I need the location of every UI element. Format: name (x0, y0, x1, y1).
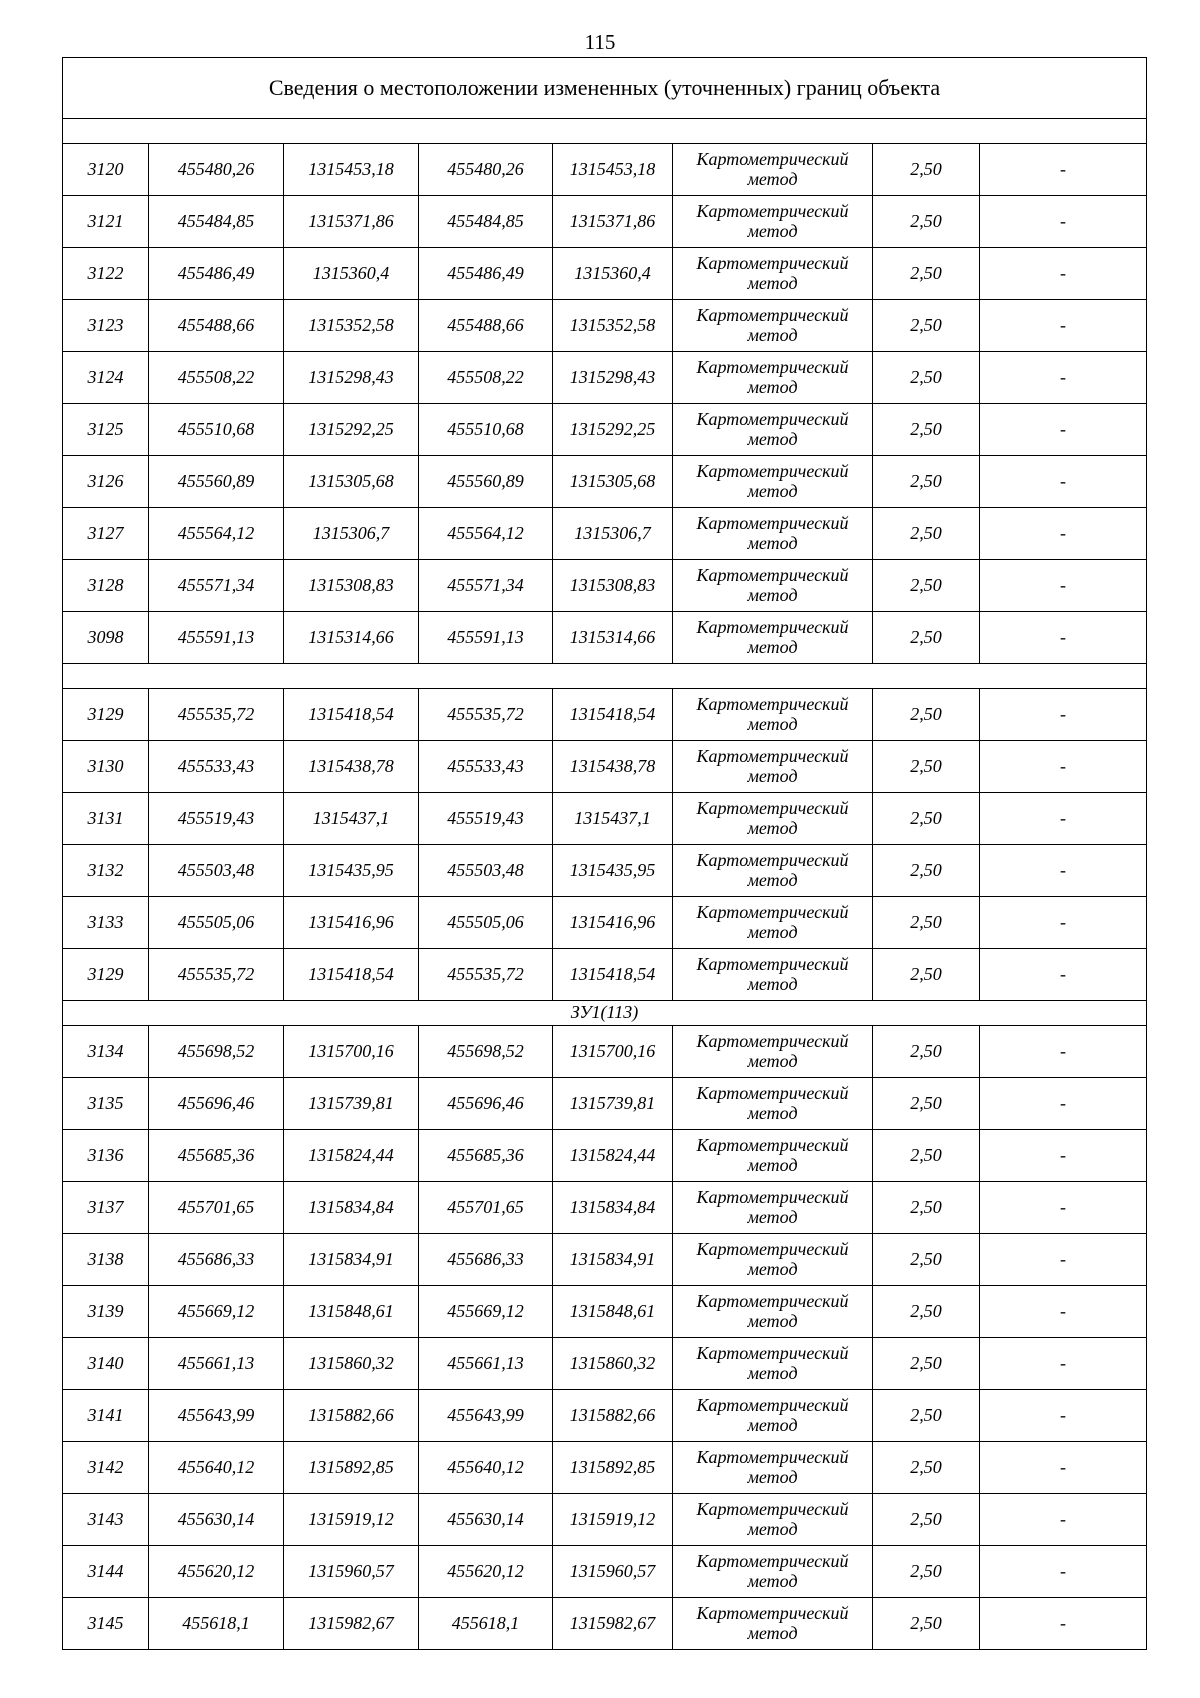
cell-x-new: 455591,13 (419, 612, 553, 664)
cell-method: Картометрический метод (673, 793, 873, 845)
cell-x-existing: 455484,85 (149, 196, 284, 248)
cell-x-new: 455564,12 (419, 508, 553, 560)
cell-x-existing: 455591,13 (149, 612, 284, 664)
cell-y-existing: 1315739,81 (284, 1078, 419, 1130)
cell-point-number: 3123 (63, 300, 149, 352)
cell-method: Картометрический метод (673, 196, 873, 248)
section-label (63, 119, 1147, 144)
cell-y-existing: 1315360,4 (284, 248, 419, 300)
cell-method: Картометрический метод (673, 612, 873, 664)
cell-method: Картометрический метод (673, 248, 873, 300)
cell-x-new: 455503,48 (419, 845, 553, 897)
table-title-row (63, 58, 1147, 119)
cell-x-new: 455630,14 (419, 1494, 553, 1546)
cell-precision: 2,50 (873, 1338, 980, 1390)
cell-method: Картометрический метод (673, 456, 873, 508)
cell-y-existing: 1315418,54 (284, 949, 419, 1001)
cell-method: Картометрический метод (673, 1130, 873, 1182)
table-row (63, 196, 1147, 248)
cell-point-number: 3126 (63, 456, 149, 508)
cell-point-number: 3136 (63, 1130, 149, 1182)
table-row (63, 1078, 1147, 1130)
cell-x-existing: 455643,99 (149, 1390, 284, 1442)
cell-description: - (980, 1338, 1147, 1390)
cell-y-existing: 1315960,57 (284, 1546, 419, 1598)
table-row (63, 1598, 1147, 1650)
cell-method: Картометрический метод (673, 144, 873, 196)
table-row (63, 456, 1147, 508)
cell-precision: 2,50 (873, 352, 980, 404)
cell-y-existing: 1315352,58 (284, 300, 419, 352)
cell-y-existing: 1315306,7 (284, 508, 419, 560)
cell-x-existing: 455535,72 (149, 689, 284, 741)
cell-x-existing: 455669,12 (149, 1286, 284, 1338)
cell-y-existing: 1315305,68 (284, 456, 419, 508)
table-row (63, 1546, 1147, 1598)
table-row (63, 897, 1147, 949)
cell-x-existing: 455508,22 (149, 352, 284, 404)
table-row (63, 1442, 1147, 1494)
cell-y-existing: 1315371,86 (284, 196, 419, 248)
cell-method: Картометрический метод (673, 404, 873, 456)
cell-x-new: 455480,26 (419, 144, 553, 196)
cell-y-new: 1315700,16 (553, 1026, 673, 1078)
cell-y-new: 1315371,86 (553, 196, 673, 248)
cell-y-new: 1315306,7 (553, 508, 673, 560)
cell-point-number: 3142 (63, 1442, 149, 1494)
cell-x-existing: 455505,06 (149, 897, 284, 949)
cell-description: - (980, 248, 1147, 300)
table-row (63, 741, 1147, 793)
table-row (63, 1390, 1147, 1442)
table-row (63, 1026, 1147, 1078)
cell-description: - (980, 1286, 1147, 1338)
cell-precision: 2,50 (873, 1598, 980, 1650)
cell-description: - (980, 1494, 1147, 1546)
cell-precision: 2,50 (873, 1390, 980, 1442)
cell-precision: 2,50 (873, 508, 980, 560)
cell-description: - (980, 1390, 1147, 1442)
cell-precision: 2,50 (873, 1234, 980, 1286)
cell-x-existing: 455480,26 (149, 144, 284, 196)
table-row (63, 1286, 1147, 1338)
cell-description: - (980, 949, 1147, 1001)
cell-method: Картометрический метод (673, 949, 873, 1001)
cell-y-existing: 1315292,25 (284, 404, 419, 456)
cell-y-new: 1315435,95 (553, 845, 673, 897)
cell-precision: 2,50 (873, 144, 980, 196)
cell-x-new: 455661,13 (419, 1338, 553, 1390)
cell-x-new: 455510,68 (419, 404, 553, 456)
cell-point-number: 3124 (63, 352, 149, 404)
cell-x-new: 455560,89 (419, 456, 553, 508)
cell-description: - (980, 456, 1147, 508)
cell-description: - (980, 1130, 1147, 1182)
cell-description: - (980, 508, 1147, 560)
cell-x-new: 455643,99 (419, 1390, 553, 1442)
cell-x-new: 455640,12 (419, 1442, 553, 1494)
cell-precision: 2,50 (873, 248, 980, 300)
cell-method: Картометрический метод (673, 352, 873, 404)
page-number: 115 (584, 30, 616, 54)
section-label: ЗУ1(113) (63, 1001, 1147, 1026)
cell-precision: 2,50 (873, 793, 980, 845)
cell-y-new: 1315418,54 (553, 689, 673, 741)
cell-y-existing: 1315892,85 (284, 1442, 419, 1494)
cell-precision: 2,50 (873, 845, 980, 897)
cell-method: Картометрический метод (673, 1026, 873, 1078)
cell-x-existing: 455535,72 (149, 949, 284, 1001)
table-row (63, 560, 1147, 612)
cell-y-new: 1315437,1 (553, 793, 673, 845)
table-row (63, 793, 1147, 845)
table-row (63, 144, 1147, 196)
cell-precision: 2,50 (873, 1182, 980, 1234)
cell-y-new: 1315739,81 (553, 1078, 673, 1130)
cell-x-existing: 455488,66 (149, 300, 284, 352)
section-header-row (63, 1001, 1147, 1026)
cell-precision: 2,50 (873, 949, 980, 1001)
cell-method: Картометрический метод (673, 1078, 873, 1130)
cell-x-new: 455486,49 (419, 248, 553, 300)
cell-x-new: 455686,33 (419, 1234, 553, 1286)
cell-point-number: 3128 (63, 560, 149, 612)
cell-y-new: 1315305,68 (553, 456, 673, 508)
cell-description: - (980, 1182, 1147, 1234)
cell-x-existing: 455510,68 (149, 404, 284, 456)
cell-y-new: 1315453,18 (553, 144, 673, 196)
cell-x-new: 455508,22 (419, 352, 553, 404)
cell-point-number: 3133 (63, 897, 149, 949)
cell-method: Картометрический метод (673, 1442, 873, 1494)
cell-point-number: 3132 (63, 845, 149, 897)
cell-y-existing: 1315438,78 (284, 741, 419, 793)
cell-y-new: 1315298,43 (553, 352, 673, 404)
cell-precision: 2,50 (873, 1494, 980, 1546)
cell-point-number: 3121 (63, 196, 149, 248)
cell-description: - (980, 1598, 1147, 1650)
cell-x-new: 455535,72 (419, 949, 553, 1001)
table-row (63, 248, 1147, 300)
cell-x-new: 455620,12 (419, 1546, 553, 1598)
cell-description: - (980, 560, 1147, 612)
cell-method: Картометрический метод (673, 897, 873, 949)
cell-point-number: 3129 (63, 689, 149, 741)
cell-y-existing: 1315314,66 (284, 612, 419, 664)
cell-x-existing: 455640,12 (149, 1442, 284, 1494)
cell-x-new: 455488,66 (419, 300, 553, 352)
cell-precision: 2,50 (873, 1286, 980, 1338)
cell-x-existing: 455486,49 (149, 248, 284, 300)
table-row (63, 612, 1147, 664)
cell-description: - (980, 1234, 1147, 1286)
cell-method: Картометрический метод (673, 1234, 873, 1286)
cell-point-number: 3141 (63, 1390, 149, 1442)
cell-precision: 2,50 (873, 196, 980, 248)
cell-point-number: 3137 (63, 1182, 149, 1234)
cell-point-number: 3130 (63, 741, 149, 793)
cell-precision: 2,50 (873, 404, 980, 456)
cell-y-new: 1315960,57 (553, 1546, 673, 1598)
cell-method: Картометрический метод (673, 845, 873, 897)
cell-x-existing: 455685,36 (149, 1130, 284, 1182)
cell-precision: 2,50 (873, 1442, 980, 1494)
cell-description: - (980, 300, 1147, 352)
cell-method: Картометрический метод (673, 1598, 873, 1650)
cell-x-new: 455698,52 (419, 1026, 553, 1078)
cell-y-existing: 1315700,16 (284, 1026, 419, 1078)
cell-x-existing: 455519,43 (149, 793, 284, 845)
cell-y-new: 1315292,25 (553, 404, 673, 456)
cell-method: Картометрический метод (673, 689, 873, 741)
cell-precision: 2,50 (873, 1546, 980, 1598)
cell-description: - (980, 1026, 1147, 1078)
cell-y-existing: 1315919,12 (284, 1494, 419, 1546)
cell-precision: 2,50 (873, 897, 980, 949)
cell-y-existing: 1315308,83 (284, 560, 419, 612)
cell-x-existing: 455686,33 (149, 1234, 284, 1286)
cell-y-new: 1315314,66 (553, 612, 673, 664)
table-row (63, 300, 1147, 352)
cell-description: - (980, 1078, 1147, 1130)
cell-method: Картометрический метод (673, 1338, 873, 1390)
table-row (63, 1234, 1147, 1286)
table-row (63, 404, 1147, 456)
cell-point-number: 3138 (63, 1234, 149, 1286)
cell-description: - (980, 1442, 1147, 1494)
cell-x-new: 455533,43 (419, 741, 553, 793)
cell-y-new: 1315824,44 (553, 1130, 673, 1182)
cell-description: - (980, 897, 1147, 949)
cell-y-existing: 1315453,18 (284, 144, 419, 196)
table-row (63, 845, 1147, 897)
cell-y-existing: 1315860,32 (284, 1338, 419, 1390)
cell-precision: 2,50 (873, 560, 980, 612)
cell-x-new: 455519,43 (419, 793, 553, 845)
cell-x-new: 455696,46 (419, 1078, 553, 1130)
cell-method: Картометрический метод (673, 1390, 873, 1442)
cell-x-existing: 455571,34 (149, 560, 284, 612)
cell-x-existing: 455618,1 (149, 1598, 284, 1650)
cell-point-number: 3135 (63, 1078, 149, 1130)
cell-x-new: 455701,65 (419, 1182, 553, 1234)
cell-point-number: 3098 (63, 612, 149, 664)
cell-method: Картометрический метод (673, 1494, 873, 1546)
cell-x-new: 455685,36 (419, 1130, 553, 1182)
cell-x-existing: 455503,48 (149, 845, 284, 897)
cell-x-existing: 455661,13 (149, 1338, 284, 1390)
cell-point-number: 3139 (63, 1286, 149, 1338)
table-row (63, 1494, 1147, 1546)
cell-x-new: 455571,34 (419, 560, 553, 612)
table-row (63, 352, 1147, 404)
table-row (63, 1182, 1147, 1234)
cell-y-existing: 1315416,96 (284, 897, 419, 949)
cell-y-new: 1315418,54 (553, 949, 673, 1001)
cell-description: - (980, 741, 1147, 793)
cell-y-existing: 1315437,1 (284, 793, 419, 845)
cell-precision: 2,50 (873, 612, 980, 664)
cell-x-new: 455535,72 (419, 689, 553, 741)
cell-point-number: 3144 (63, 1546, 149, 1598)
cell-y-new: 1315438,78 (553, 741, 673, 793)
cell-y-new: 1315982,67 (553, 1598, 673, 1650)
cell-y-existing: 1315824,44 (284, 1130, 419, 1182)
cell-y-new: 1315919,12 (553, 1494, 673, 1546)
cell-y-new: 1315834,84 (553, 1182, 673, 1234)
cell-x-new: 455669,12 (419, 1286, 553, 1338)
cell-method: Картометрический метод (673, 560, 873, 612)
cell-method: Картометрический метод (673, 508, 873, 560)
cell-y-existing: 1315298,43 (284, 352, 419, 404)
cell-y-existing: 1315882,66 (284, 1390, 419, 1442)
table-title: Сведения о местоположении измененных (уточненных) границ объекта (63, 58, 1147, 119)
table-row (63, 949, 1147, 1001)
cell-x-existing: 455698,52 (149, 1026, 284, 1078)
cell-precision: 2,50 (873, 300, 980, 352)
cell-y-new: 1315308,83 (553, 560, 673, 612)
cell-point-number: 3134 (63, 1026, 149, 1078)
cell-precision: 2,50 (873, 1078, 980, 1130)
cell-y-new: 1315352,58 (553, 300, 673, 352)
table-row (63, 689, 1147, 741)
cell-x-existing: 455701,65 (149, 1182, 284, 1234)
table-row (63, 1338, 1147, 1390)
cell-point-number: 3125 (63, 404, 149, 456)
cell-precision: 2,50 (873, 741, 980, 793)
cell-point-number: 3140 (63, 1338, 149, 1390)
cell-point-number: 3145 (63, 1598, 149, 1650)
cell-y-existing: 1315418,54 (284, 689, 419, 741)
cell-point-number: 3129 (63, 949, 149, 1001)
cell-precision: 2,50 (873, 1130, 980, 1182)
cell-x-existing: 455630,14 (149, 1494, 284, 1546)
cell-x-existing: 455533,43 (149, 741, 284, 793)
boundary-coordinates-table (62, 57, 1147, 1650)
cell-description: - (980, 144, 1147, 196)
cell-description: - (980, 196, 1147, 248)
section-label (63, 664, 1147, 689)
cell-y-new: 1315882,66 (553, 1390, 673, 1442)
cell-x-new: 455618,1 (419, 1598, 553, 1650)
section-header-row (63, 119, 1147, 144)
table-row (63, 508, 1147, 560)
cell-method: Картометрический метод (673, 741, 873, 793)
cell-x-existing: 455560,89 (149, 456, 284, 508)
cell-x-new: 455505,06 (419, 897, 553, 949)
table-row (63, 1130, 1147, 1182)
cell-y-new: 1315360,4 (553, 248, 673, 300)
cell-y-new: 1315848,61 (553, 1286, 673, 1338)
cell-point-number: 3127 (63, 508, 149, 560)
cell-y-existing: 1315848,61 (284, 1286, 419, 1338)
cell-description: - (980, 404, 1147, 456)
cell-y-existing: 1315834,91 (284, 1234, 419, 1286)
cell-y-new: 1315892,85 (553, 1442, 673, 1494)
cell-y-new: 1315834,91 (553, 1234, 673, 1286)
cell-description: - (980, 612, 1147, 664)
cell-precision: 2,50 (873, 689, 980, 741)
cell-method: Картометрический метод (673, 1182, 873, 1234)
cell-x-existing: 455620,12 (149, 1546, 284, 1598)
cell-y-existing: 1315982,67 (284, 1598, 419, 1650)
cell-point-number: 3131 (63, 793, 149, 845)
cell-description: - (980, 793, 1147, 845)
cell-point-number: 3120 (63, 144, 149, 196)
cell-x-existing: 455564,12 (149, 508, 284, 560)
cell-method: Картометрический метод (673, 1546, 873, 1598)
cell-precision: 2,50 (873, 456, 980, 508)
cell-description: - (980, 352, 1147, 404)
cell-x-new: 455484,85 (419, 196, 553, 248)
cell-y-existing: 1315435,95 (284, 845, 419, 897)
cell-point-number: 3122 (63, 248, 149, 300)
cell-method: Картометрический метод (673, 1286, 873, 1338)
cell-x-existing: 455696,46 (149, 1078, 284, 1130)
cell-y-new: 1315860,32 (553, 1338, 673, 1390)
cell-description: - (980, 1546, 1147, 1598)
cell-y-new: 1315416,96 (553, 897, 673, 949)
cell-description: - (980, 845, 1147, 897)
section-header-row (63, 664, 1147, 689)
cell-y-existing: 1315834,84 (284, 1182, 419, 1234)
cell-method: Картометрический метод (673, 300, 873, 352)
cell-point-number: 3143 (63, 1494, 149, 1546)
cell-precision: 2,50 (873, 1026, 980, 1078)
cell-description: - (980, 689, 1147, 741)
